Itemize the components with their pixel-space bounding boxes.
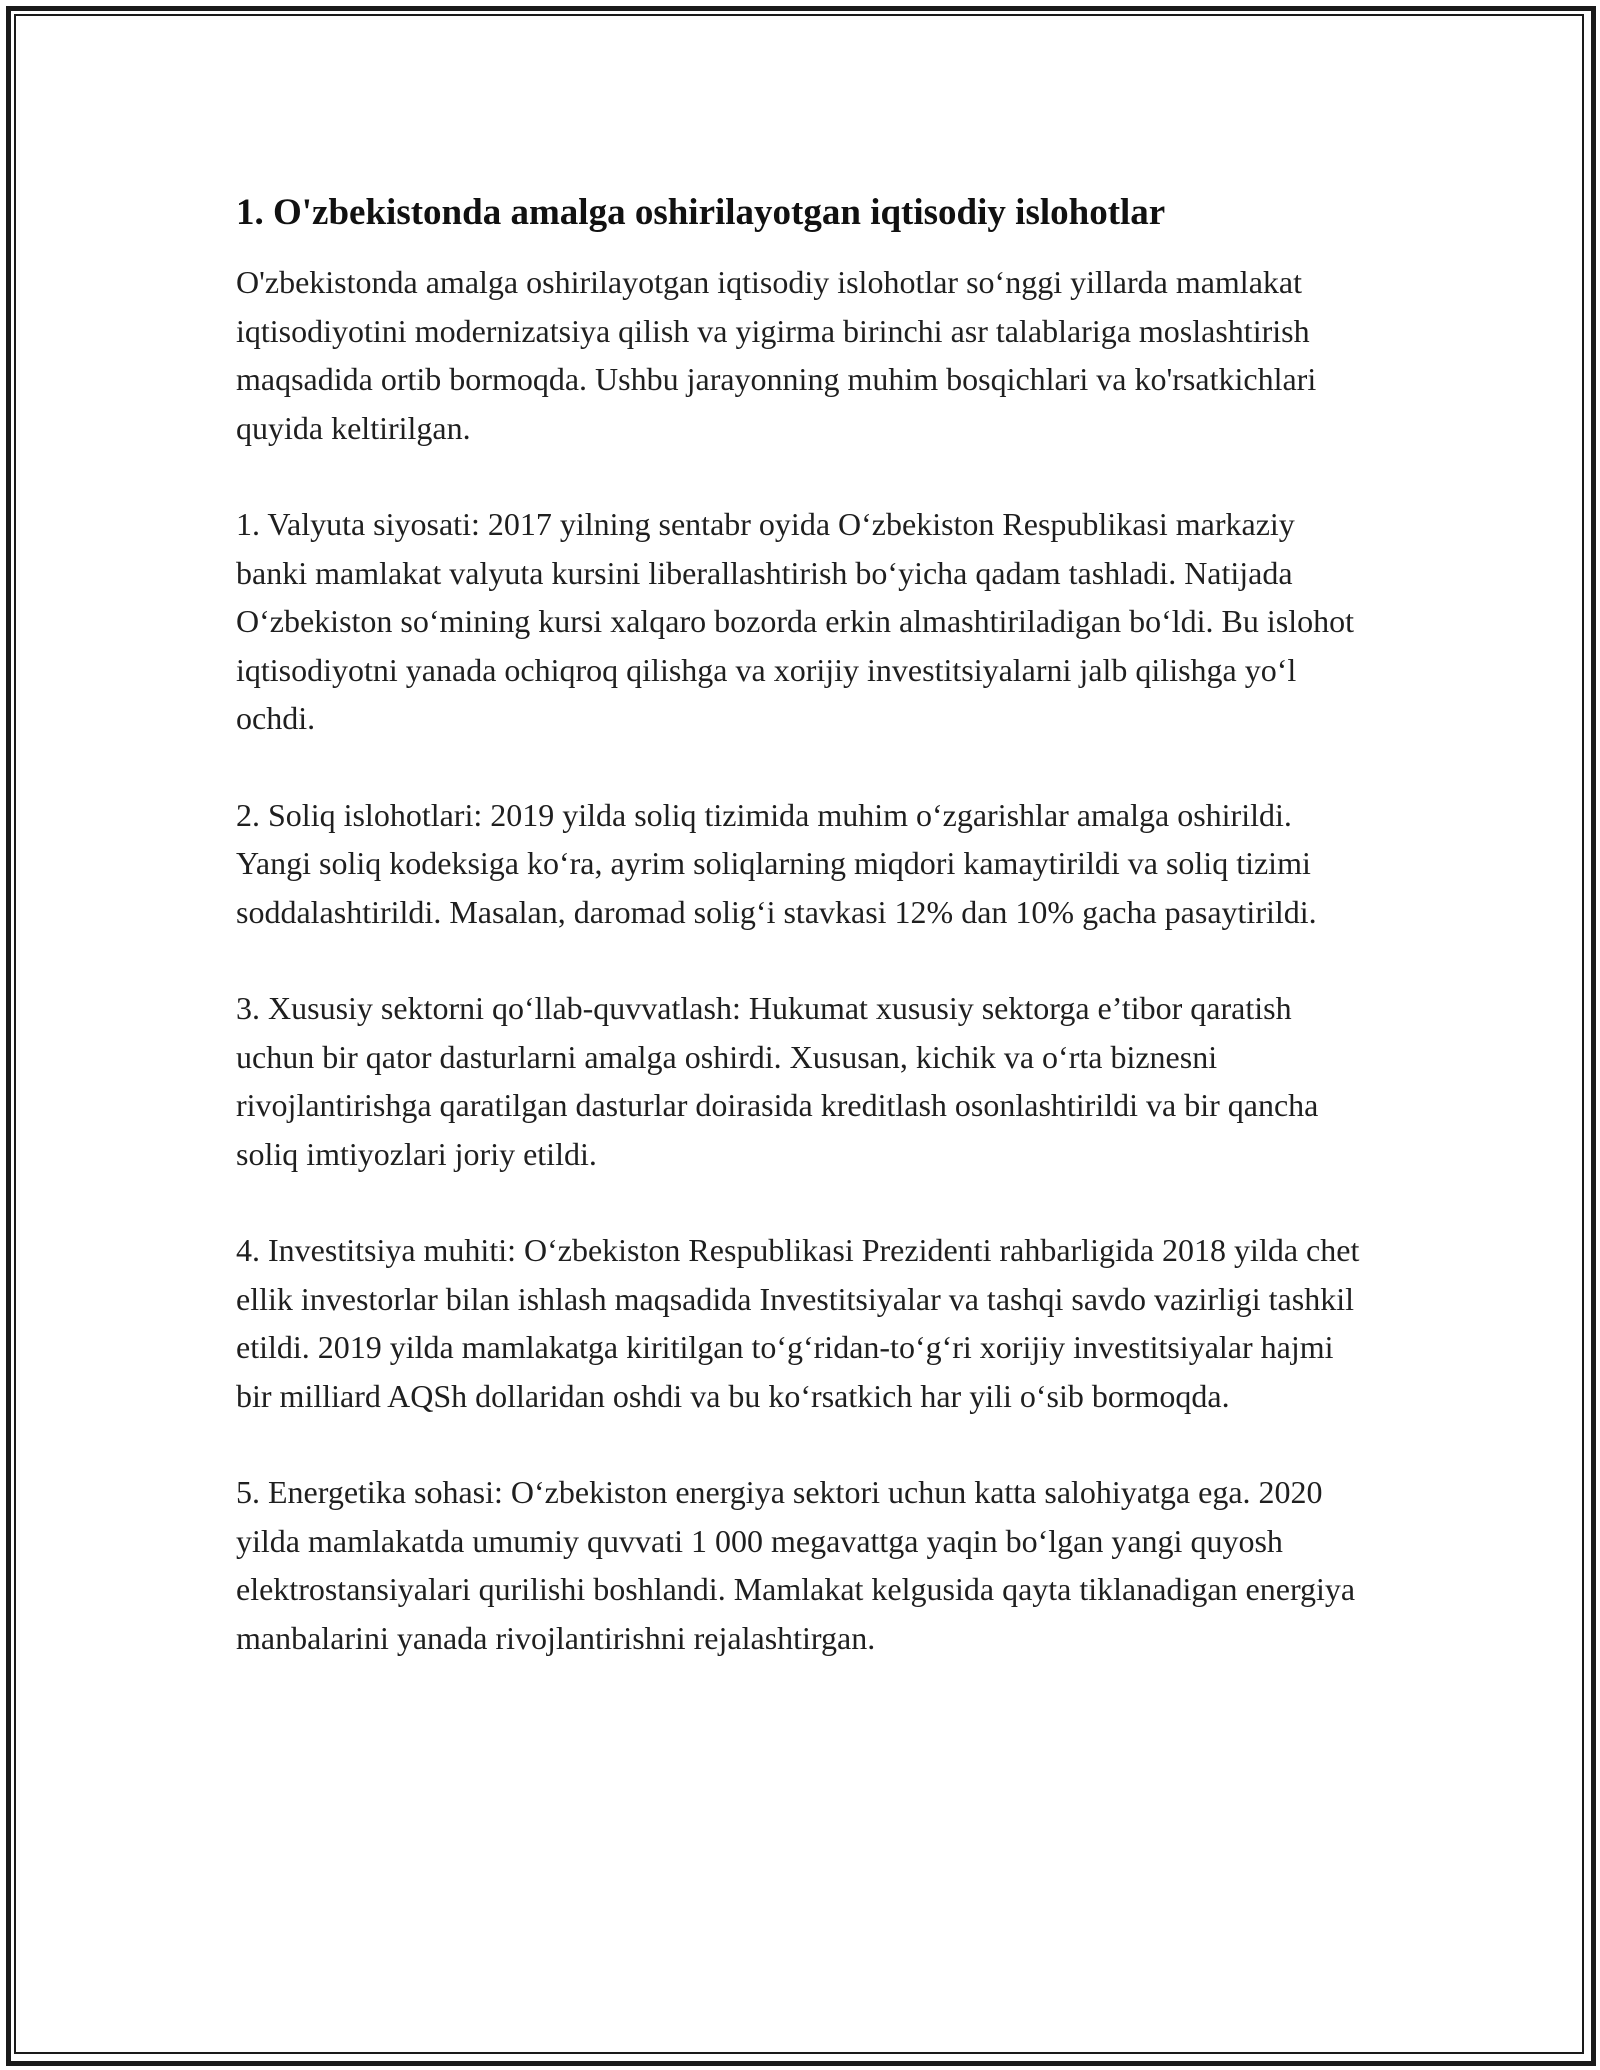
document-title: 1. O'zbekistonda amalga oshirilayotgan iqtisodiy islohotlar	[236, 192, 1166, 233]
paragraph-tax-reforms: 2. Soliq islohotlari: 2019 yilda soliq tizimida muhim o‘zgarishlar amalga oshirildi. Yangi soliq kodeksiga ko‘ra, ayrim soliqlarning miqdori kamaytirildi va soliq tizimi soddalashtirildi. Masalan, daromad solig‘i stavkasi 12% dan 10% gacha pasaytirildi.	[236, 796, 1317, 930]
paragraph-private-sector: 3. Xususiy sektorni qo‘llab-quvvatlash: Hukumat xususiy sektorga e’tibor qaratish uchun bir qator dasturlarni amalga oshirdi. Xususan, kichik va o‘rta biznesni rivojlantirishga qaratilgan dasturlar doirasida kreditlash osonlashtirildi va bir qancha soliq imtiyozlari joriy etildi.	[236, 990, 1319, 1172]
paragraph-currency-policy: 1. Valyuta siyosati: 2017 yilning sentabr oyida O‘zbekiston Respublikasi markaziy banki mamlakat valyuta kursini liberallashtirish bo‘yicha qadam tashladi. Natijada O‘zbekiston so‘mining kursi xalqaro bozorda erkin almashtiriladigan bo‘ldi. Bu islohot iqtisodiyotni yanada ochiqroq qilishga va xorijiy investitsiyalarni jalb qilishga yo‘l ochdi.	[236, 506, 1355, 736]
paragraph-energy-sector: 5. Energetika sohasi: O‘zbekiston energiya sektori uchun katta salohiyatga ega. 2020 yilda mamlakatda umumiy quvvati 1 000 megavattga yaqin bo‘lgan yangi quyosh elektrostansiyalari qurilishi boshlandi. Mamlakat kelgusida qayta tiklanadigan energiya manbalarini yanada rivojlantirishni rejalashtirgan.	[236, 1474, 1356, 1656]
intro-paragraph: O'zbekistonda amalga oshirilayotgan iqtisodiy islohotlar so‘nggi yillarda mamlakat iqtisodiyotini modernizatsiya qilish va yigirma birinchi asr talablariga moslashtirish maqsadida ortib bormoqda. Ushbu jarayonning muhim bosqichlari va ko'rsatkichlari quyida keltirilgan.	[236, 264, 1317, 446]
document-body	[236, 188, 1366, 1710]
paragraph-investment-climate: 4. Investitsiya muhiti: O‘zbekiston Respublikasi Prezidenti rahbarligida 2018 yilda chet ellik investorlar bilan ishlash maqsadida Investitsiyalar va tashqi savdo vazirligi tashkil etildi. 2019 yilda mamlakatga kiritilgan to‘g‘ridan-to‘g‘ri xorijiy investitsiyalar hajmi bir milliard AQSh dollaridan oshdi va bu ko‘rsatkich har yili o‘sib bormoqda.	[236, 1232, 1360, 1414]
